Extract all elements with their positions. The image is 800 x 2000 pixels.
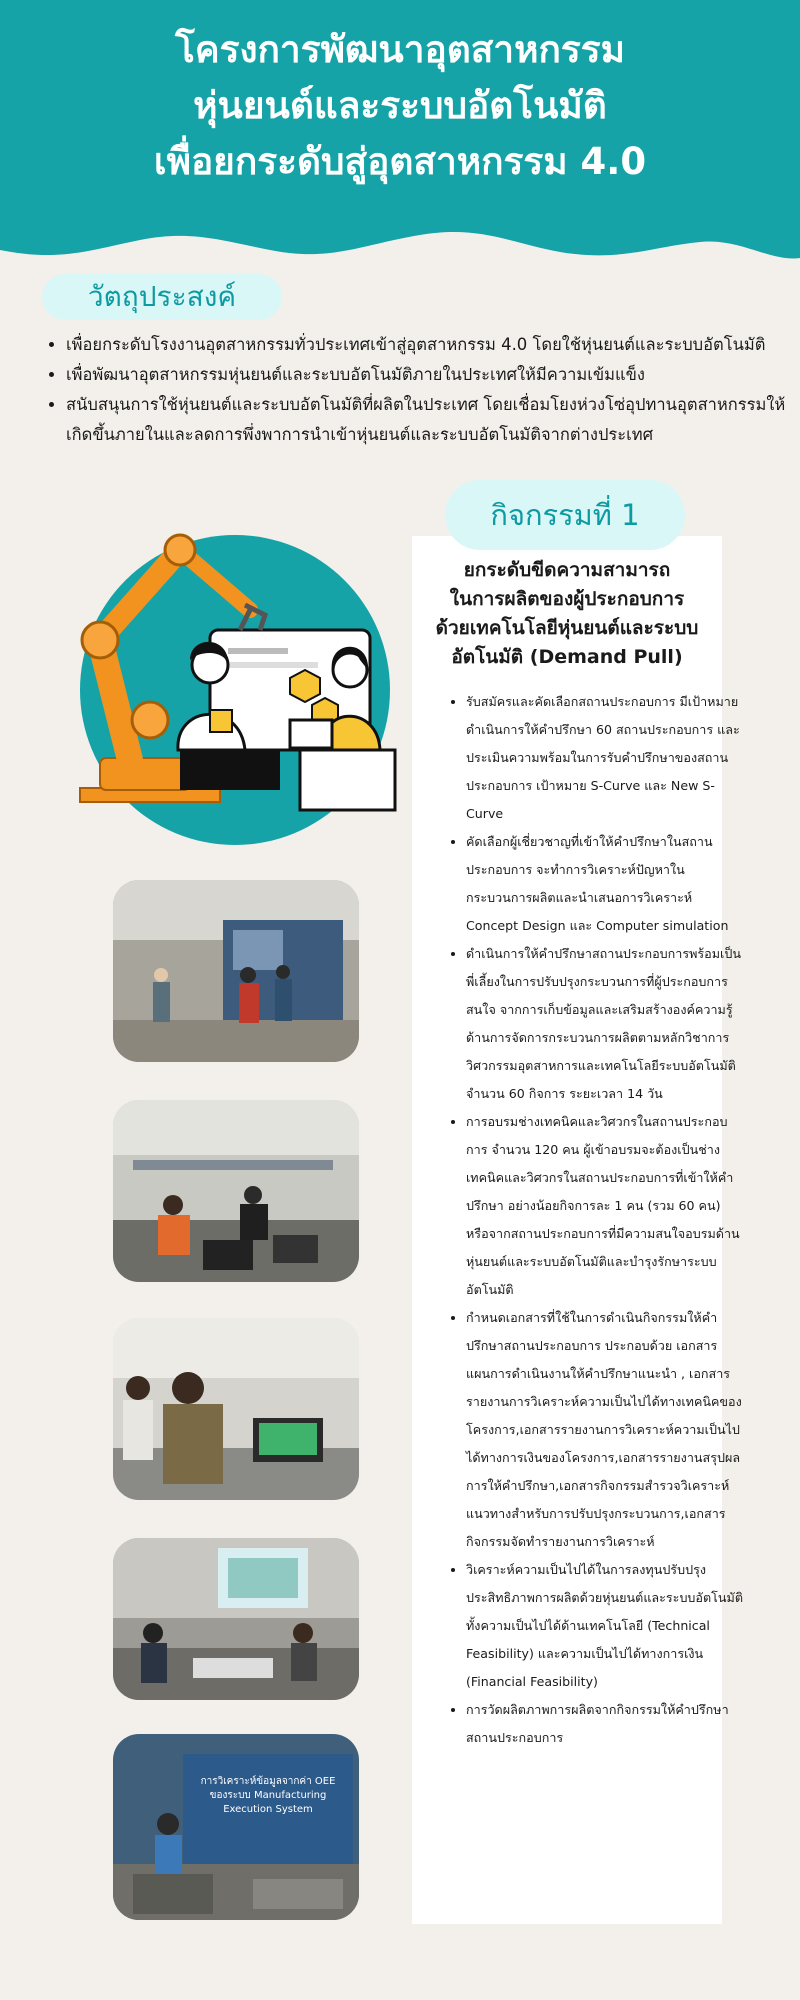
- objective-item: • เพื่อพัฒนาอุตสาหกรรมหุ่นยนต์และระบบอัตโนมัติภายในประเทศให้มีความเข้มแข็ง: [66, 360, 800, 390]
- activity-list: [430, 688, 744, 1752]
- header-banner: [0, 0, 800, 262]
- activity-title-line: อัตโนมัติ (Demand Pull): [451, 646, 683, 668]
- photo-oee-lecture: [113, 1734, 359, 1920]
- activity-title-line: ในการผลิตของผู้ประกอบการ: [449, 588, 685, 610]
- title-line-3: เพื่อยกระดับสู่อุตสาหกรรม 4.0: [153, 140, 647, 183]
- activity-title-line: ด้วยเทคโนโลยีหุ่นยนต์และระบบ: [435, 617, 699, 639]
- page-title: [0, 22, 800, 190]
- slide-title-line: Execution System: [223, 1804, 313, 1815]
- activity-item: • คัดเลือกผู้เชี่ยวชาญที่เข้าให้คำปรึกษาในสถานประกอบการ จะทำการวิเคราะห์ปัญหาในกระบวนการผลิตและนำเสนอการวิเคราะห์ Concept Design และ Computer simulation: [466, 828, 744, 940]
- slide-title-line: การวิเคราะห์ข้อมูลจากค่า OEE: [200, 1776, 336, 1787]
- photo-laptop-session: [113, 1318, 359, 1500]
- activity-heading: กิจกรรมที่ 1: [445, 480, 685, 550]
- activity-item: • กำหนดเอกสารที่ใช้ในการดำเนินกิจกรรมให้คำปรึกษาสถานประกอบการ ประกอบด้วย เอกสารแผนการดำเนินงานให้คำปรึกษาแนะนำ , เอกสารรายงานการวิเคราะห์ความเป็นไปได้ทางเทคนิคของโครงการ,เอกสารรายงานการวิเคราะห์ความเป็นไปได้ทางการเงินของโครงการ,เอกสารรายงานสรุปผลการให้คำปรึกษา,เอกสารกิจกรรมสำรวจวิเคราะห์แนวทางสำหรับการปรับปรุงกระบวนการ,เอกสารกิจกรรมจัดทำรายงานการวิเคราะห์: [466, 1304, 744, 1556]
- photo-training-room: [113, 1100, 359, 1282]
- activity-item: • วิเคราะห์ความเป็นไปได้ในการลงทุนปรับปรุงประสิทธิภาพการผลิตด้วยหุ่นยนต์และระบบอัตโนมัติ ทั้งความเป็นไปได้ด้านเทคโนโลยี (Technical Feasibility) และความเป็นไปได้ทางการเงิน (Financial Feasibility): [466, 1556, 744, 1696]
- title-line-1: โครงการพัฒนาอุตสาหกรรม: [174, 28, 626, 71]
- activity-title-line: ยกระดับขีดความสามารถ: [463, 559, 671, 581]
- activity-item: • ดำเนินการให้คำปรึกษาสถานประกอบการพร้อมเป็นพี่เลี้ยงในการปรับปรุงกระบวนการที่ผู้ประกอบการสนใจ จากการเก็บข้อมูลและเสริมสร้างองค์ความรู้ด้านการจัดการกระบวนการผลิตตามหลักวิชาการวิศวกรรมอุตสาหการและเทคโนโลยีระบบอัตโนมัติ จำนวน 60 กิจการ ระยะเวลา 14 วัน: [466, 940, 744, 1108]
- objectives-list: [40, 330, 800, 450]
- objective-item: • เพื่อยกระดับโรงงานอุตสาหกรรมทั่วประเทศเข้าสู่อุตสาหกรรม 4.0 โดยใช้หุ่นยนต์และระบบอัตโนมัติ: [66, 330, 800, 360]
- activity-item: • การอบรมช่างเทคนิคและวิศวกรในสถานประกอบการ จำนวน 120 คน ผู้เข้าอบรมจะต้องเป็นช่างเทคนิคและวิศวกรในสถานประกอบการที่เข้าให้คำปรึกษา อย่างน้อยกิจการละ 1 คน (รวม 60 คน) หรือจากสถานประกอบการที่มีความสนใจอบรมด้านหุ่นยนต์และระบบอัตโนมัติและบำรุงรักษาระบบอัตโนมัติ: [466, 1108, 744, 1304]
- activity-card: [412, 536, 744, 1924]
- photo-factory-machine: [113, 880, 359, 1062]
- objective-item: • สนับสนุนการใช้หุ่นยนต์และระบบอัตโนมัติที่ผลิตในประเทศ โดยเชื่อมโยงห่วงโซ่อุปทานอุตสาหกรรมให้เกิดขึ้นภายในและลดการพึ่งพาการนำเข้าหุ่นยนต์และระบบอัตโนมัติจากต่างประเทศ: [66, 390, 800, 450]
- slide-title-line: ของระบบ Manufacturing: [209, 1790, 327, 1801]
- robot-arm-illustration: [60, 520, 410, 850]
- activity-item: • การวัดผลิตภาพการผลิตจากกิจกรรมให้คำปรึกษาสถานประกอบการ: [466, 1696, 744, 1752]
- activity-item: • รับสมัครและคัดเลือกสถานประกอบการ มีเป้าหมายดำเนินการให้คำปรึกษา 60 สถานประกอบการ และประเมินความพร้อมในการรับคำปรึกษาของสถานประกอบการ เป้าหมาย S-Curve และ New S- Curve: [466, 688, 744, 828]
- photo-meeting-presentation: [113, 1538, 359, 1700]
- title-line-2: หุ่นยนต์และระบบอัตโนมัติ: [193, 84, 607, 127]
- activity-title: [412, 556, 722, 672]
- objectives-heading: วัตถุประสงค์: [42, 274, 282, 320]
